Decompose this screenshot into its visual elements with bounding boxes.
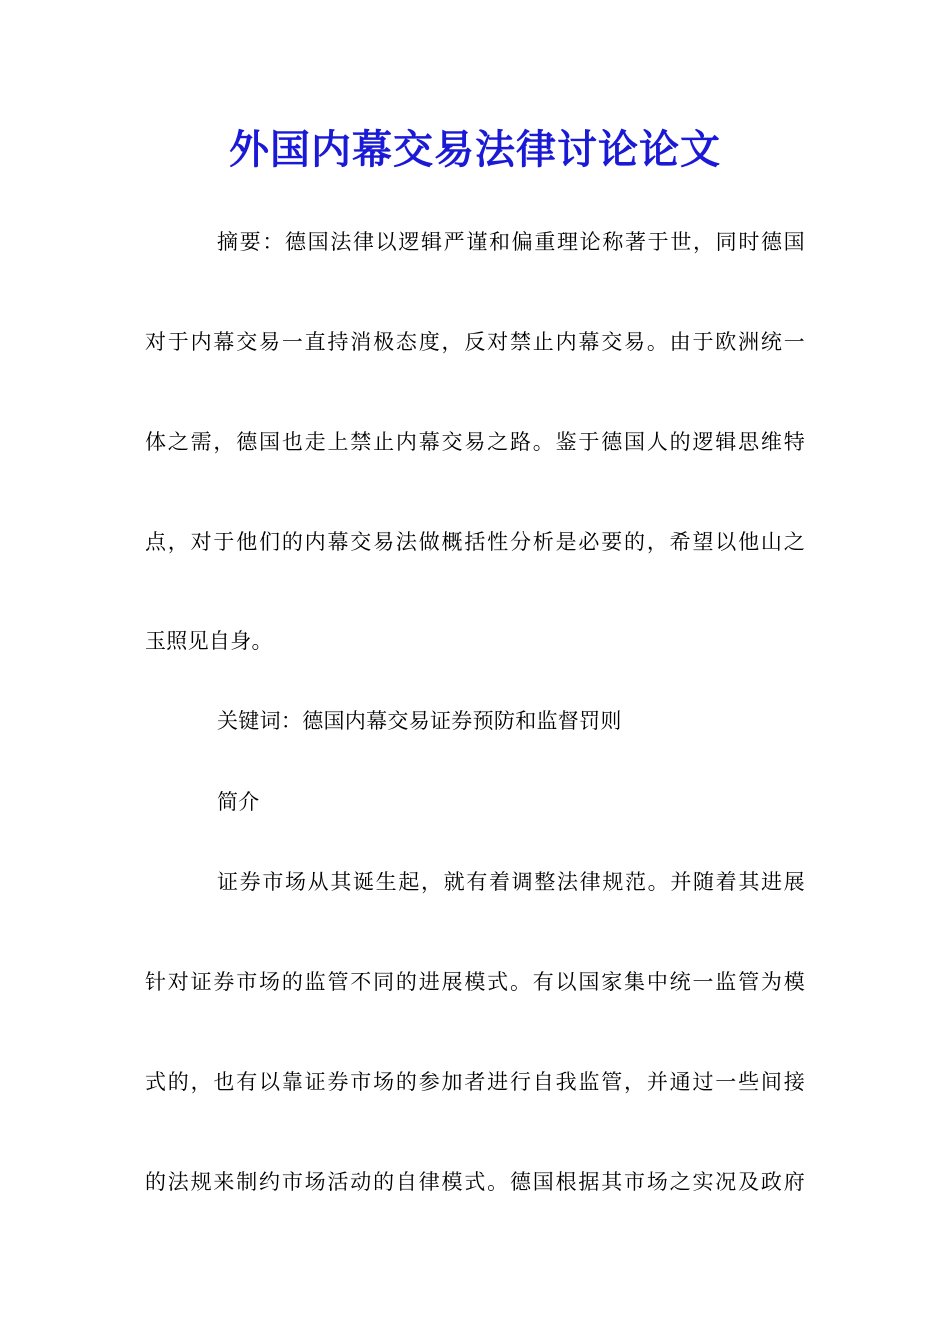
section-heading: 简介 [217,790,260,814]
intro-line: 证券市场从其诞生起，就有着调整法律规范。并随着其进展 [217,870,805,894]
abstract-line: 体之需，德国也走上禁止内幕交易之路。鉴于德国人的逻辑思维特 [145,430,805,454]
abstract-line: 玉照见自身。 [145,629,273,653]
abstract-line: 点，对于他们的内幕交易法做概括性分析是必要的，希望以他山之 [145,530,805,554]
intro-line: 的法规来制约市场活动的自律模式。德国根据其市场之实况及政府 [145,1170,805,1194]
document-title: 外国内幕交易法律讨论论文 [229,126,721,173]
intro-line: 式的，也有以靠证券市场的参加者进行自我监管，并通过一些间接 [145,1070,805,1094]
abstract-line: 摘要：德国法律以逻辑严谨和偏重理论称著于世，同时德国 [217,230,805,254]
intro-line: 针对证券市场的监管不同的进展模式。有以国家集中统一监管为模 [145,970,805,994]
abstract-line: 对于内幕交易一直持消极态度，反对禁止内幕交易。由于欧洲统一 [145,330,805,354]
keywords-line: 关键词：德国内幕交易证券预防和监督罚则 [217,709,622,733]
